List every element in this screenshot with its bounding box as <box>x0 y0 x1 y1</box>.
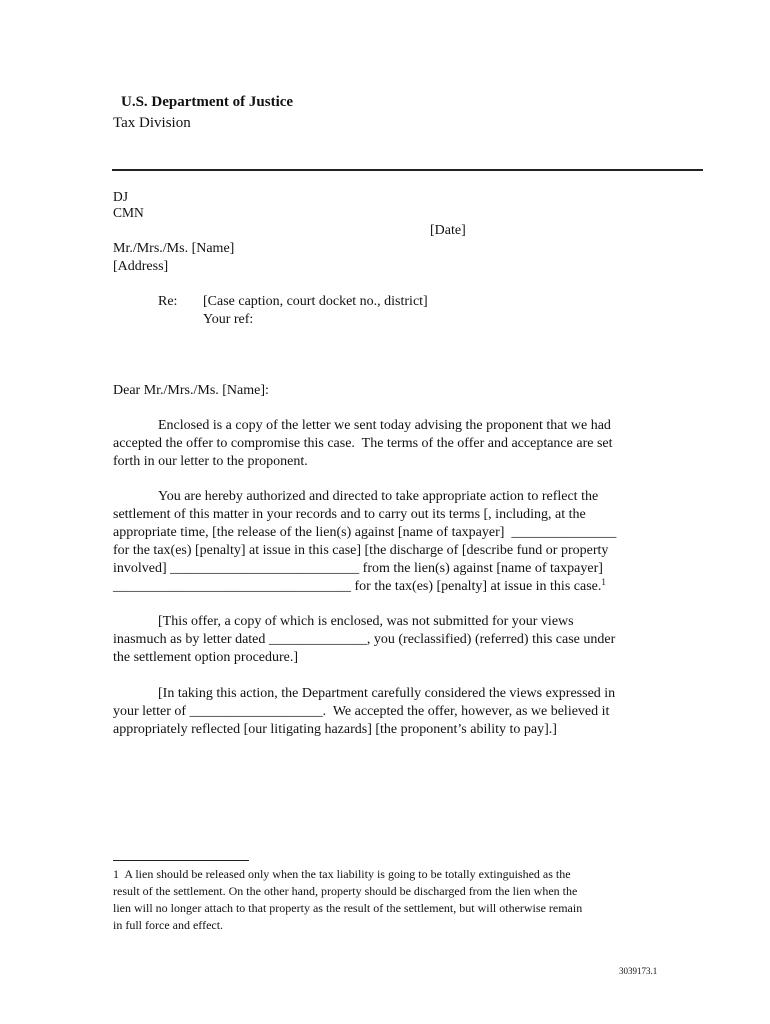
paragraph-line: [In taking this action, the Department carefully considered the views expressed in <box>158 686 616 701</box>
paragraph-line: inasmuch as by letter dated ______________, you (reclassified) (referred) this case under <box>113 632 616 647</box>
footnote-separator <box>113 860 249 861</box>
header-rule <box>112 169 703 171</box>
paragraph-line <box>113 578 673 596</box>
footnote-line: result of the settlement. On the other hand, property should be discharged from the lien when the <box>113 884 578 898</box>
paragraph-line: appropriate time, [the release of the lien(s) against [name of taxpayer] _______________ <box>113 525 617 540</box>
cmn-ref: CMN <box>113 205 144 220</box>
paragraph-line: [This offer, a copy of which is enclosed, was not submitted for your views <box>158 614 574 629</box>
dj-ref: DJ <box>113 189 129 204</box>
re-caption: [Case caption, court docket no., district] <box>203 294 428 309</box>
document-number: 3039173.1 <box>619 966 658 976</box>
paragraph-line: Enclosed is a copy of the letter we sent today advising the proponent that we had <box>158 418 611 433</box>
paragraph-line: appropriately reflected [our litigating hazards] [the proponent’s ability to pay].] <box>113 722 557 737</box>
recipient-address: [Address] <box>113 259 169 274</box>
your-ref: Your ref: <box>203 312 254 327</box>
footnote-ref[interactable]: 1 <box>601 577 606 587</box>
footnote-line: 1 A lien should be released only when the tax liability is going to be totally extinguished as the <box>113 867 571 881</box>
division-name: Tax Division <box>113 115 191 131</box>
footnote <box>113 866 673 934</box>
paragraph-4 <box>113 685 673 739</box>
re-label: Re: <box>158 294 178 309</box>
paragraph-2 <box>113 488 673 596</box>
paragraph-line-text: __________________________________ for the tax(es) [penalty] at issue in this case. <box>113 579 602 594</box>
paragraph-line: the settlement option procedure.] <box>113 650 299 665</box>
salutation: Dear Mr./Mrs./Ms. [Name]: <box>113 383 269 398</box>
paragraph-line: for the tax(es) [penalty] at issue in this case] [the discharge of [describe fund or property <box>113 543 609 558</box>
paragraph-line: forth in our letter to the proponent. <box>113 454 308 469</box>
paragraph-line: your letter of ___________________. We accepted the offer, however, as we believed it <box>113 704 610 719</box>
footnote-line: lien will no longer attach to that property as the result of the settlement, but will otherwise remain <box>113 901 583 915</box>
paragraph-line: involved] ___________________________ from the lien(s) against [name of taxpayer] <box>113 561 603 576</box>
paragraph-line: accepted the offer to compromise this case. The terms of the offer and acceptance are set <box>113 436 613 451</box>
paragraph-1 <box>113 417 673 471</box>
footnote-line: in full force and effect. <box>113 918 224 932</box>
letter-date: [Date] <box>430 223 466 238</box>
paragraph-line: settlement of this matter in your records and to carry out its terms [, including, at the <box>113 507 586 522</box>
paragraph-3 <box>113 613 673 667</box>
agency-name: U.S. Department of Justice <box>121 94 294 110</box>
recipient-name: Mr./Mrs./Ms. [Name] <box>113 241 235 256</box>
paragraph-line: You are hereby authorized and directed to take appropriate action to reflect the <box>158 489 599 504</box>
